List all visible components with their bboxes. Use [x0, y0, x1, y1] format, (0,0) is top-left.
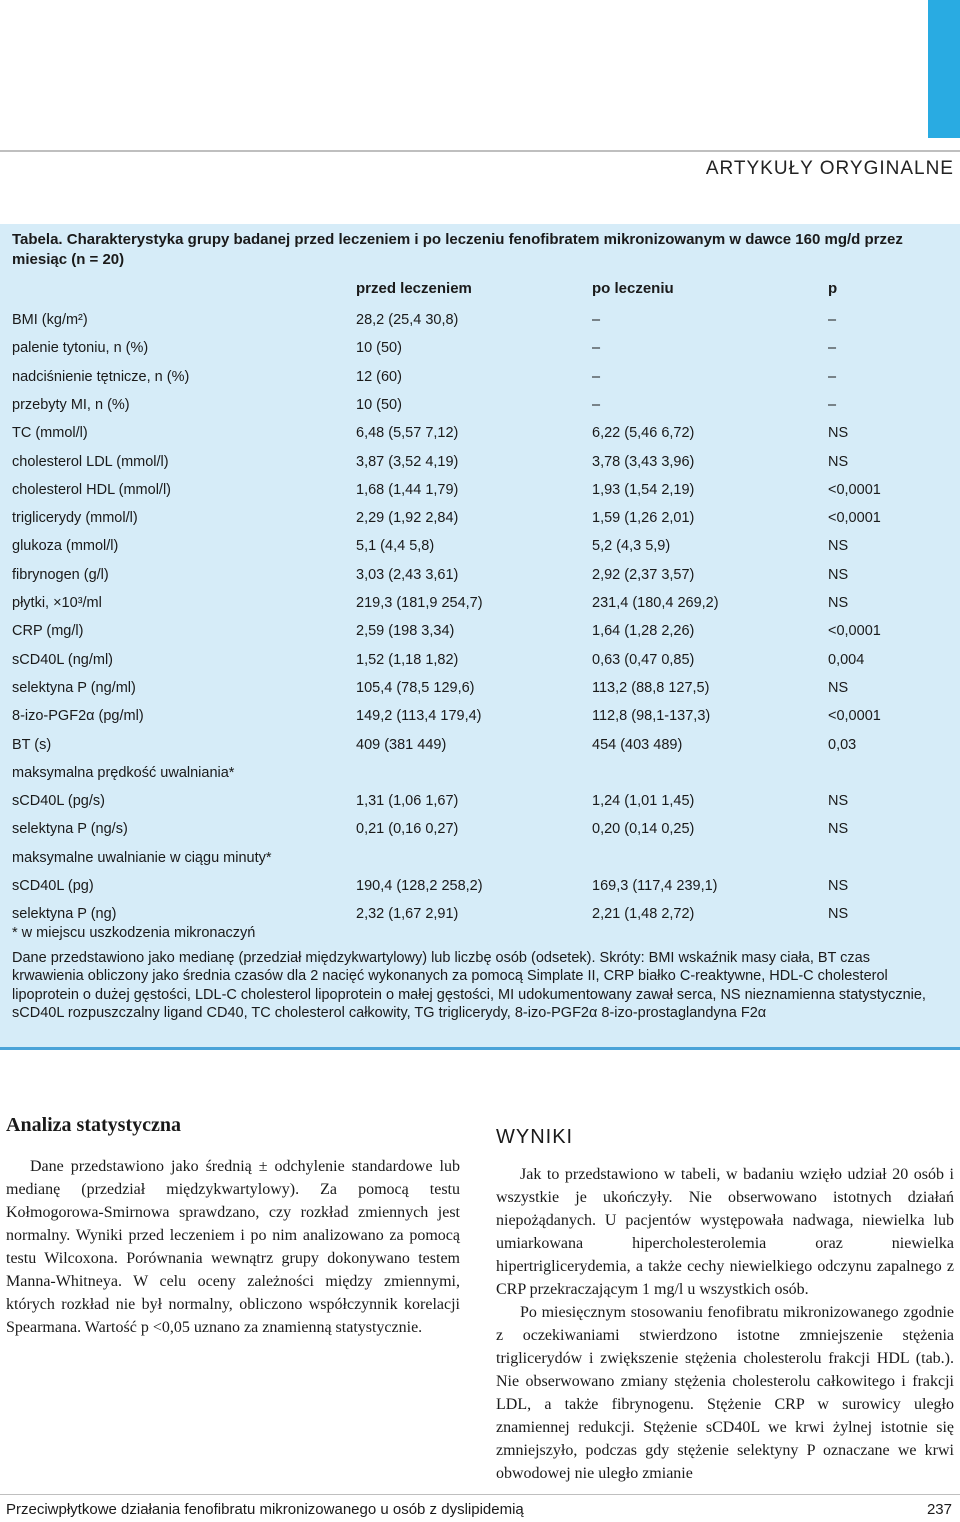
corner-accent-bar: [928, 0, 960, 138]
p-value: –: [828, 396, 837, 413]
value-after: 6,22 (5,46 6,72): [592, 425, 695, 442]
row-label: selektyna P (ng/s): [12, 821, 128, 838]
p-value: NS: [828, 679, 849, 696]
value-before: 190,4 (128,2 258,2): [356, 878, 483, 894]
value-before: 219,3 (181,9 254,7): [356, 595, 483, 611]
row-label: maksymalne uwalnianie w ciągu minuty*: [12, 849, 272, 866]
p-value: –: [828, 368, 837, 385]
row-label: cholesterol HDL (mmol/l): [12, 481, 171, 498]
table-row: [12, 310, 948, 330]
value-before: 12 (60): [356, 368, 402, 385]
value-after: 2,92 (2,37 3,57): [592, 566, 695, 583]
row-label: sCD40L (pg): [12, 878, 94, 894]
p-value: NS: [828, 878, 849, 894]
value-after: 1,24 (1,01 1,45): [592, 793, 695, 810]
p-value: –: [828, 312, 837, 328]
p-value: 0,004: [828, 651, 865, 668]
table-row: [12, 848, 948, 868]
value-after: 2,21 (1,48 2,72): [592, 906, 695, 923]
value-after: –: [592, 368, 601, 385]
value-after: –: [592, 312, 601, 328]
p-value: <0,0001: [828, 481, 881, 498]
value-after: 454 (403 489): [592, 736, 683, 753]
p-value: NS: [828, 538, 849, 555]
row-label: CRP (mg/l): [12, 623, 84, 640]
table-footnotes: [12, 924, 942, 1023]
statistics-heading: Analiza statystyczna: [6, 1114, 181, 1136]
value-after: 169,3 (117,4 239,1): [592, 878, 718, 894]
table-row: [12, 735, 948, 755]
results-section: [496, 1126, 954, 1485]
p-value: NS: [828, 453, 849, 470]
value-after: –: [592, 340, 601, 357]
row-label: przebyty MI, n (%): [12, 396, 130, 413]
table-row: [12, 565, 948, 585]
row-label: triglicerydy (mmol/l): [12, 510, 138, 527]
p-value: NS: [828, 821, 849, 838]
value-after: 0,20 (0,14 0,25): [592, 821, 695, 838]
table-row: [12, 763, 948, 783]
p-value: –: [828, 340, 837, 357]
table-row: [12, 621, 948, 641]
value-before: 1,52 (1,18 1,82): [356, 651, 459, 668]
footer-divider: [0, 1494, 960, 1495]
table-row: [12, 338, 948, 358]
value-before: 3,03 (2,43 3,61): [356, 566, 459, 583]
statistics-paragraph: Dane przedstawiono jako średnią ± odchylenie standardowe lub medianę (przedział międzykwartylowy). Za pomocą testu Kołmogorowa-Smirnowa sprawdzano, czy rozkład zmiennych jest normalny. Wyniki przed leczeniem i po nim analizowano za pomocą testu Wilcoxona. Porównania wewnątrz grupy dokonywano testem Manna-Whitneya. W celu oceny zależności między zmiennymi, których rozkład nie był normalny, obliczono współczynnik korelacji Spearmana. Wartość p <0,05 uznano za znamienną statystycznie.: [6, 1158, 460, 1336]
value-after: 231,4 (180,4 269,2): [592, 595, 719, 611]
table-row: [12, 819, 948, 839]
value-before: 2,59 (198 3,34): [356, 623, 455, 640]
value-before: 2,32 (1,67 2,91): [356, 906, 459, 923]
value-before: 1,68 (1,44 1,79): [356, 481, 459, 498]
statistics-section: [6, 1114, 460, 1339]
value-after: 112,8 (98,1-137,3): [592, 708, 711, 725]
footnote-abbreviations: Dane przedstawiono jako medianę (przedział międzykwartylowy) lub liczbę osób (odsetek). Skróty: BMI wskaźnik masy ciała, BT czas krwawienia obliczony jako średnia czasów dla 2 nacięć wykonanych za pomocą Simplate II, CRP białko C-reaktywne, HDL-C cholesterol lipoprotein o dużej gęstości, LDL-C cholesterol lipoprotein o małej gęstości, MI udokumentowany zawał serca, NS nieznamienna statystycznie, sCD40L rozpuszczalny ligand CD40, TC cholesterol całkowity, TG triglicerydy, 8-izo-PGF2α 8-izo-prostaglandyna F2α: [12, 949, 926, 1021]
row-label: sCD40L (ng/ml): [12, 651, 113, 668]
table-row: [12, 650, 948, 670]
value-after: –: [592, 396, 601, 413]
value-before: 149,2 (113,4 179,4): [356, 708, 482, 725]
p-value: NS: [828, 906, 849, 923]
table-row: [12, 876, 948, 896]
row-label: TC (mmol/l): [12, 425, 88, 442]
table-row: [12, 480, 948, 500]
table-row: [12, 791, 948, 811]
value-after: 1,93 (1,54 2,19): [592, 481, 695, 498]
value-before: 105,4 (78,5 129,6): [356, 679, 475, 696]
table-row: [12, 904, 948, 924]
row-label: BT (s): [12, 736, 52, 753]
row-label: cholesterol LDL (mmol/l): [12, 453, 169, 470]
column-header-after: po leczeniu: [592, 280, 674, 297]
table-row: [12, 508, 948, 528]
value-after: 1,64 (1,28 2,26): [592, 623, 695, 640]
value-before: 28,2 (25,4 30,8): [356, 312, 459, 328]
header-divider: [0, 150, 960, 152]
table-row: [12, 536, 948, 556]
value-after: 1,59 (1,26 2,01): [592, 510, 695, 527]
value-after: 5,2 (4,3 5,9): [592, 538, 671, 555]
table-row: [12, 367, 948, 387]
value-before: 6,48 (5,57 7,12): [356, 425, 459, 442]
row-label: płytki, ×10³/ml: [12, 595, 102, 611]
row-label: glukoza (mmol/l): [12, 538, 119, 555]
value-before: 5,1 (4,4 5,8): [356, 538, 435, 555]
table-row: [12, 593, 948, 613]
running-title: Przeciwpłytkowe działania fenofibratu mikronizowanego u osób z dyslipidemią: [6, 1501, 524, 1518]
row-label: nadciśnienie tętnicze, n (%): [12, 368, 190, 385]
row-label: BMI (kg/m²): [12, 312, 88, 328]
value-before: 10 (50): [356, 340, 402, 357]
row-label: fibrynogen (g/l): [12, 566, 109, 583]
caption-text: Charakterystyka grupy badanej przed leczeniem i po leczeniu fenofibratem mikronizowanym w dawce 160 mg/d przez miesiąc (n = 20): [12, 231, 903, 268]
p-value: NS: [828, 595, 849, 611]
p-value: NS: [828, 425, 849, 442]
p-value: <0,0001: [828, 708, 881, 725]
value-before: 1,31 (1,06 1,67): [356, 793, 459, 810]
value-after: 113,2 (88,8 127,5): [592, 679, 710, 696]
table-row: [12, 423, 948, 443]
section-label: ARTYKUŁY ORYGINALNE: [705, 158, 954, 179]
table-row: [12, 395, 948, 415]
p-value: <0,0001: [828, 623, 881, 640]
value-after: 0,63 (0,47 0,85): [592, 651, 695, 668]
table-row: [12, 678, 948, 698]
p-value: NS: [828, 566, 849, 583]
column-header-before: przed leczeniem: [356, 280, 472, 297]
p-value: 0,03: [828, 736, 857, 753]
row-label: sCD40L (pg/s): [12, 793, 105, 810]
table-row: [12, 706, 948, 726]
page-number: 237: [926, 1501, 952, 1518]
row-label: selektyna P (ng/ml): [12, 679, 136, 696]
data-table: [0, 224, 960, 1050]
p-value: <0,0001: [828, 510, 881, 527]
value-after: 3,78 (3,43 3,96): [592, 453, 695, 470]
value-before: 409 (381 449): [356, 736, 447, 753]
table-row: [12, 452, 948, 472]
row-label: 8-izo-PGF2α (pg/ml): [12, 708, 144, 725]
results-paragraph-1: Jak to przedstawiono w tabeli, w badaniu wzięło udział 20 osób i wszystkie je ukończyły. Nie obserwowano istotnych działań niepożądanych. U pacjentów występowała nadwaga, niewielka lub umiarkowana hipercholesterolemia oraz niewielka hipertriglicerydemia, a także cechy niewielkiego odczynu zapalnego z CRP przekraczającym 1 mg/l u wszystkich osób.: [496, 1166, 954, 1298]
value-before: 0,21 (0,16 0,27): [356, 821, 459, 838]
footnote-star: * w miejscu uszkodzenia mikronaczyń: [12, 925, 256, 941]
value-before: 3,87 (3,52 4,19): [356, 453, 459, 470]
table-caption: [12, 230, 942, 270]
row-label: palenie tytoniu, n (%): [12, 340, 149, 357]
row-label: selektyna P (ng): [12, 906, 117, 923]
results-heading: WYNIKI: [496, 1126, 574, 1148]
value-before: 10 (50): [356, 396, 402, 413]
caption-lead: Tabela.: [12, 231, 63, 248]
column-header-p: p: [828, 280, 838, 297]
p-value: NS: [828, 793, 849, 810]
value-before: 2,29 (1,92 2,84): [356, 510, 459, 527]
row-label: maksymalna prędkość uwalniania*: [12, 764, 235, 781]
results-paragraph-2: Po miesięcznym stosowaniu fenofibratu mikronizowanego zgodnie z oczekiwaniami stwierdzono istotne zmniejszenie stężenia triglicerydów i zwiększenie stężenia cholesterolu frakcji HDL (tab.). Nie obserwowano zmiany stężenia cholesterolu całkowitego i frakcji LDL, a także fibrynogenu. Stężenie CRP w surowicy uległo znamiennej redukcji. Stężenie sCD40L we krwi żylnej istotnie się zmniejszyło, podczas gdy stężenie selektyny P oznaczane we krwi obwodowej nie uległo zmianie: [496, 1304, 954, 1482]
